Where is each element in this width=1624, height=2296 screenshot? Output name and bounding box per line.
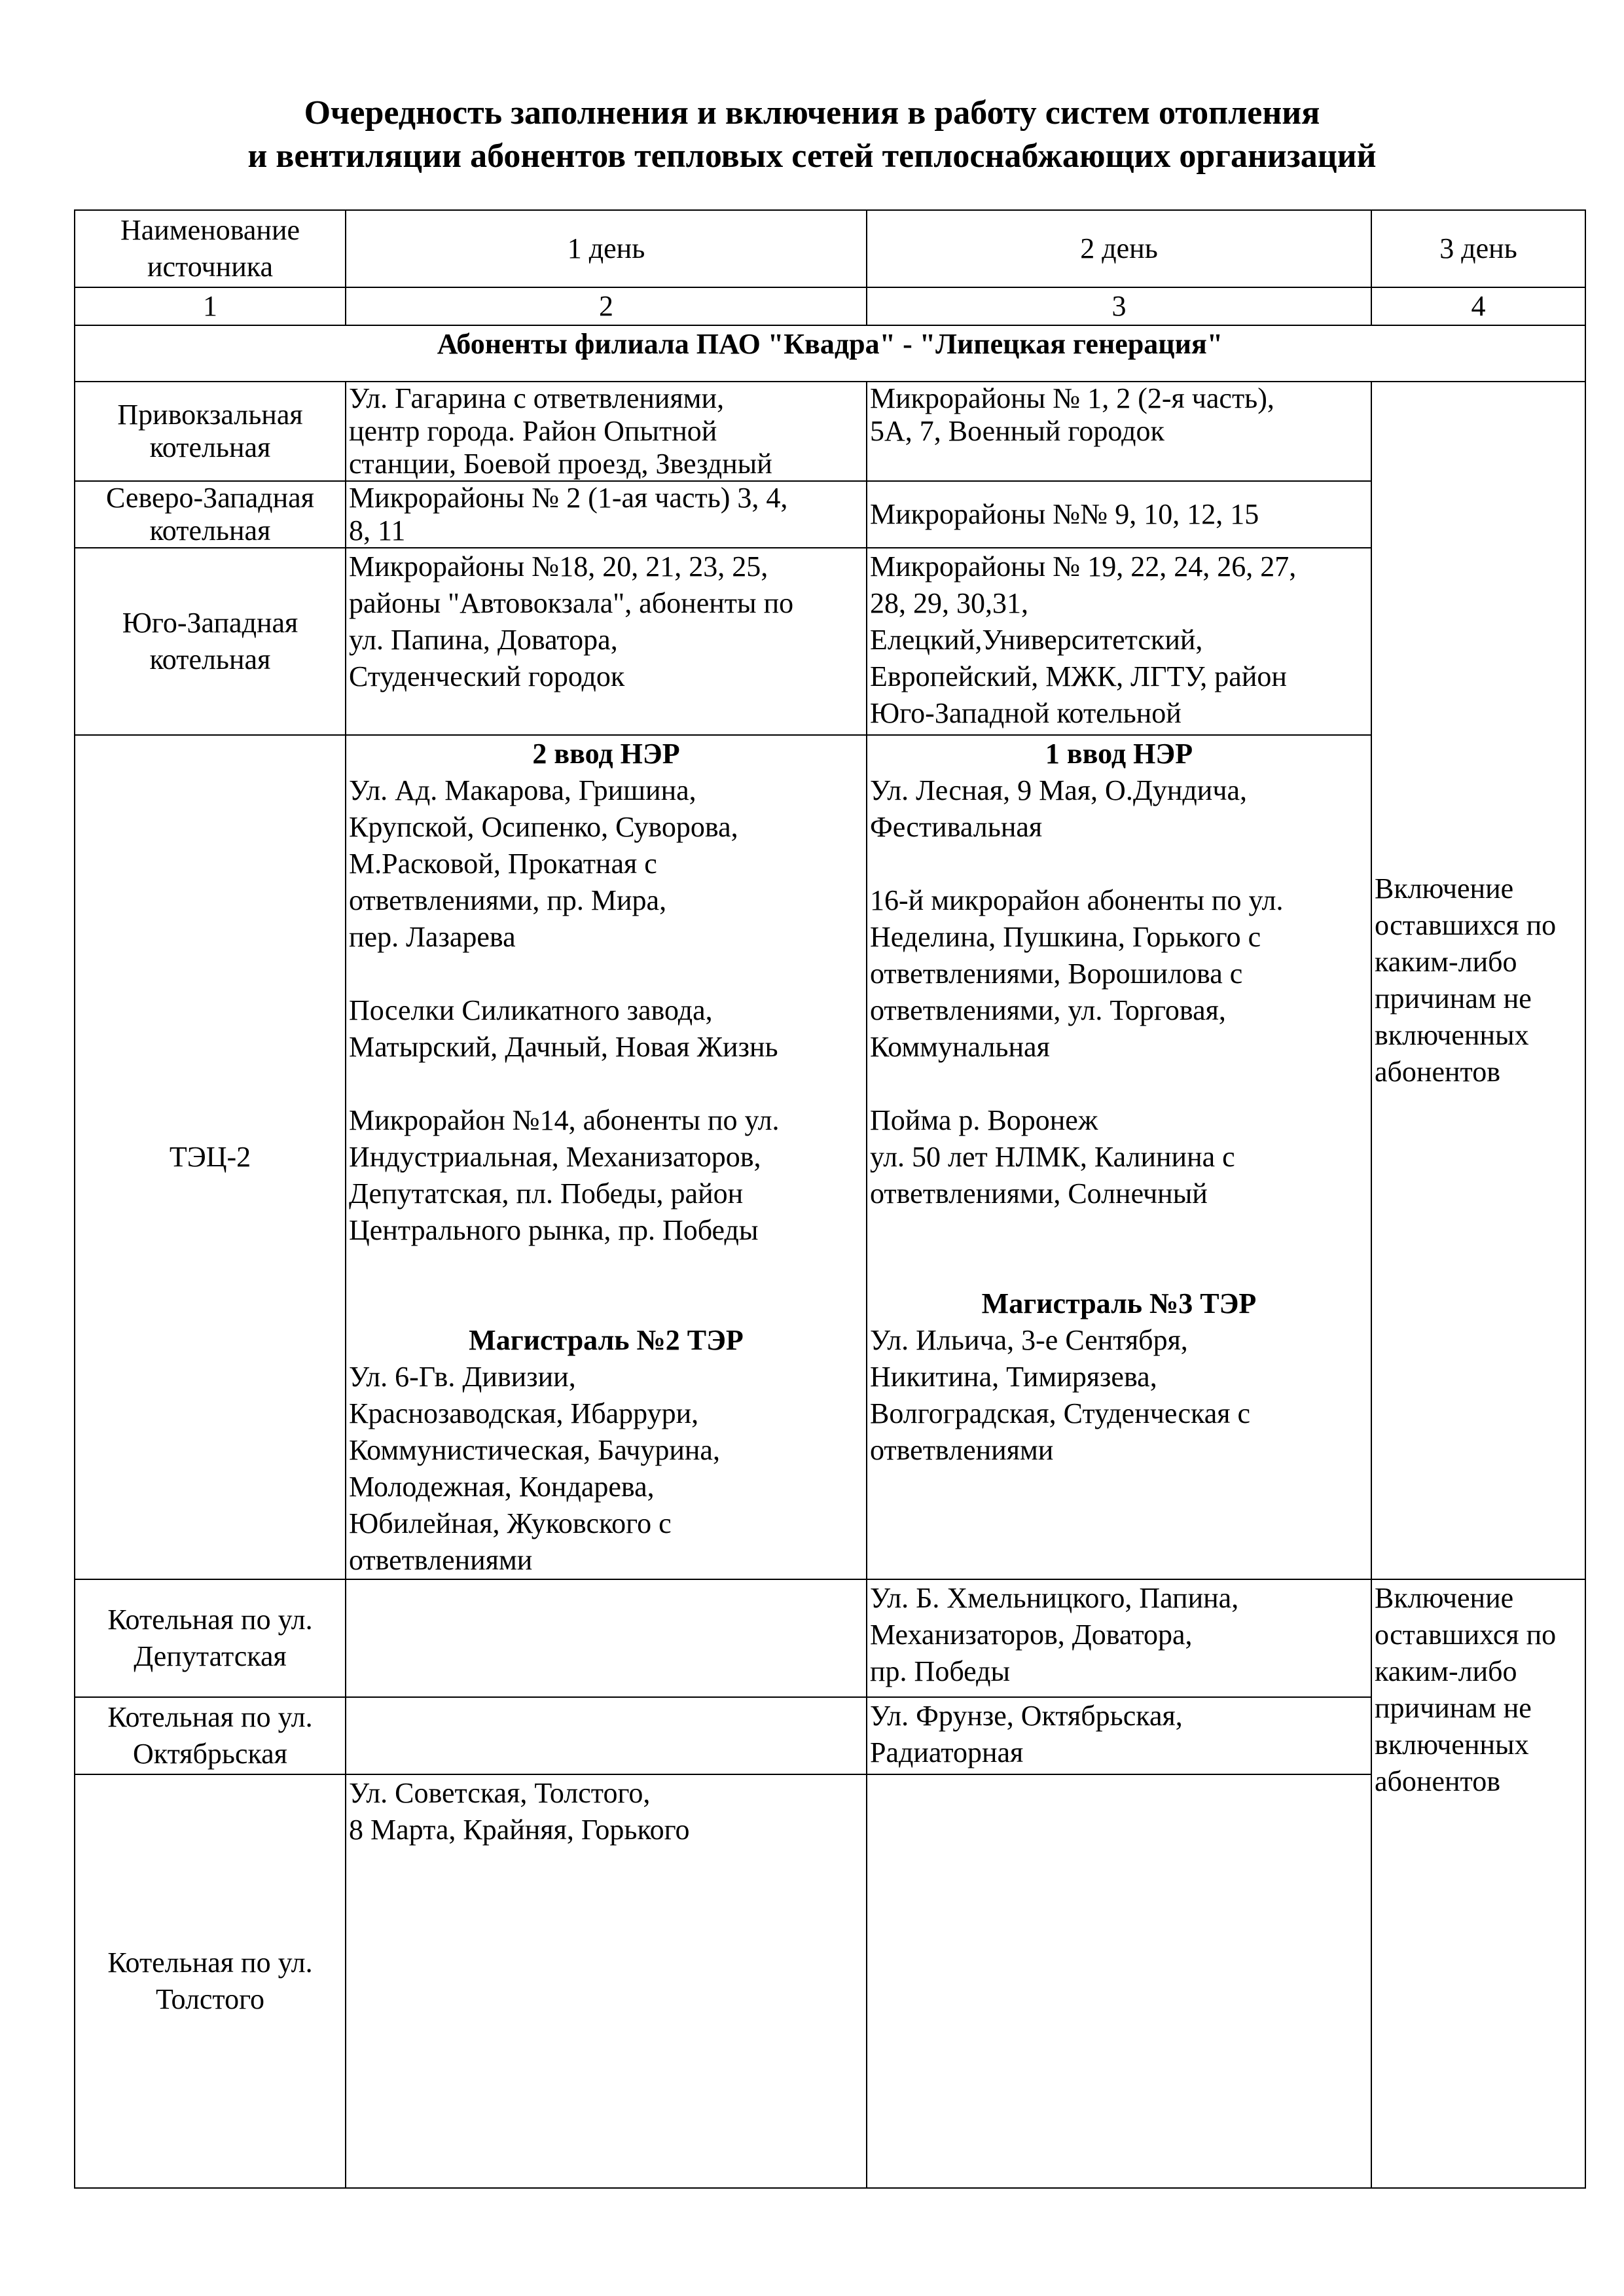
row-yugo-zapadnaya xyxy=(75,548,1585,735)
row-privokzalnaya xyxy=(75,382,1585,481)
day1-oktyabrskaya xyxy=(346,1697,867,1774)
day2-oktyabrskaya: Ул. Фрунзе, Октябрьская, Радиаторная xyxy=(867,1697,1371,1774)
day2-tolstogo xyxy=(867,1774,1371,2188)
day1-tec2-heading-1: 2 ввод НЭР xyxy=(532,738,680,770)
day2-privokzalnaya: Микрорайоны № 1, 2 (2-я часть), 5А, 7, Военный городок xyxy=(867,382,1371,481)
day1-tolstogo: Ул. Советская, Толстого, 8 Марта, Крайняя, Горького xyxy=(346,1774,867,2188)
day2-tec2-text-1: Ул. Лесная, 9 Мая, О.Дундича, Фестивальная 16-й микрорайон абоненты по ул. Неделина, Пушкина, Горького с ответвлениями, Ворошилова с ответвлениями, ул. Торговая, Коммунальная Пойма р. Воронеж ул. 50 лет НЛМК, Калинина с ответвлениями, Солнечный xyxy=(870,774,1284,1210)
document-title xyxy=(0,92,1624,178)
day2-tec2-heading-1: 1 ввод НЭР xyxy=(1045,738,1193,770)
row-oktyabrskaya xyxy=(75,1697,1585,1774)
title-line-2: и вентиляции абонентов тепловых сетей теплоснабжающих организаций xyxy=(247,137,1377,175)
day1-tec2 xyxy=(346,735,867,1579)
source-tec2: ТЭЦ-2 xyxy=(75,735,346,1579)
org-heading-row xyxy=(75,325,1585,382)
title-line-1: Очередность заполнения и включения в работу систем отопления xyxy=(304,94,1320,132)
source-tolstogo: Котельная по ул. Толстого xyxy=(75,1774,346,2188)
row-severo-zapadnaya xyxy=(75,481,1585,548)
org-heading: Абоненты филиала ПАО "Квадра" - "Липецкая генерация" xyxy=(75,325,1585,382)
source-yugo-zapadnaya: Юго-Западная котельная xyxy=(75,548,346,735)
day3-note-lower: Включение оставшихся по каким-либо причинам не включенных абонентов xyxy=(1371,1579,1585,2188)
header-row xyxy=(75,210,1585,287)
day2-deputatskaya: Ул. Б. Хмельницкого, Папина, Механизаторов, Доватора, пр. Победы xyxy=(867,1579,1371,1697)
header-day-1: 1 день xyxy=(346,210,867,287)
column-number-1: 1 xyxy=(75,287,346,325)
source-oktyabrskaya: Котельная по ул. Октябрьская xyxy=(75,1697,346,1774)
day2-tec2 xyxy=(867,735,1371,1579)
column-number-3: 3 xyxy=(867,287,1371,325)
day2-yugo-zapadnaya: Микрорайоны № 19, 22, 24, 26, 27, 28, 29, 30,31, Елецкий,Университетский, Европейский, МЖК, ЛГТУ, район Юго-Западной котельной xyxy=(867,548,1371,735)
day1-tec2-heading-2: Магистраль №2 ТЭР xyxy=(469,1324,744,1356)
day3-note-upper: Включение оставшихся по каким-либо причинам не включенных абонентов xyxy=(1371,382,1585,1579)
column-number-2: 2 xyxy=(346,287,867,325)
day1-severo-zapadnaya: Микрорайоны № 2 (1-ая часть) 3, 4, 8, 11 xyxy=(346,481,867,548)
day1-tec2-text-2: Ул. 6-Гв. Дивизии, Краснозаводская, Ибаррури, Коммунистическая, Бачурина, Молодежная, Кондарева, Юбилейная, Жуковского с ответвлениями xyxy=(349,1361,720,1576)
header-source: Наименование источника xyxy=(75,210,346,287)
header-day-2: 2 день xyxy=(867,210,1371,287)
day2-tec2-text-2: Ул. Ильича, 3-е Сентября, Никитина, Тимирязева, Волгоградская, Студенческая с ответвлениями xyxy=(870,1324,1251,1466)
row-tec2 xyxy=(75,735,1585,1579)
day2-tec2-heading-2: Магистраль №3 ТЭР xyxy=(981,1287,1257,1319)
source-privokzalnaya: Привокзальная котельная xyxy=(75,382,346,481)
day1-yugo-zapadnaya: Микрорайоны №18, 20, 21, 23, 25, районы "Автовокзала", абоненты по ул. Папина, Доватора, Студенческий городок xyxy=(346,548,867,735)
day2-severo-zapadnaya: Микрорайоны №№ 9, 10, 12, 15 xyxy=(867,481,1371,548)
header-day-3: 3 день xyxy=(1371,210,1585,287)
source-severo-zapadnaya: Северо-Западная котельная xyxy=(75,481,346,548)
schedule-table xyxy=(74,209,1586,2189)
column-number-4: 4 xyxy=(1371,287,1585,325)
day1-tec2-text-1: Ул. Ад. Макарова, Гришина, Крупской, Осипенко, Суворова, М.Расковой, Прокатная с ответвлениями, пр. Мира, пер. Лазарева Поселки Силикатного завода, Матырский, Дачный, Новая Жизнь Микрорайон №14, абоненты по ул. Индустриальная, Механизаторов, Депутатская, пл. Победы, район Центрального рынка, пр. Победы xyxy=(349,774,780,1246)
row-deputatskaya xyxy=(75,1579,1585,1697)
row-tolstogo xyxy=(75,1774,1585,2188)
day1-deputatskaya xyxy=(346,1579,867,1697)
day1-privokzalnaya: Ул. Гагарина с ответвлениями, центр города. Район Опытной станции, Боевой проезд, Звездный xyxy=(346,382,867,481)
source-deputatskaya: Котельная по ул. Депутатская xyxy=(75,1579,346,1697)
column-number-row xyxy=(75,287,1585,325)
